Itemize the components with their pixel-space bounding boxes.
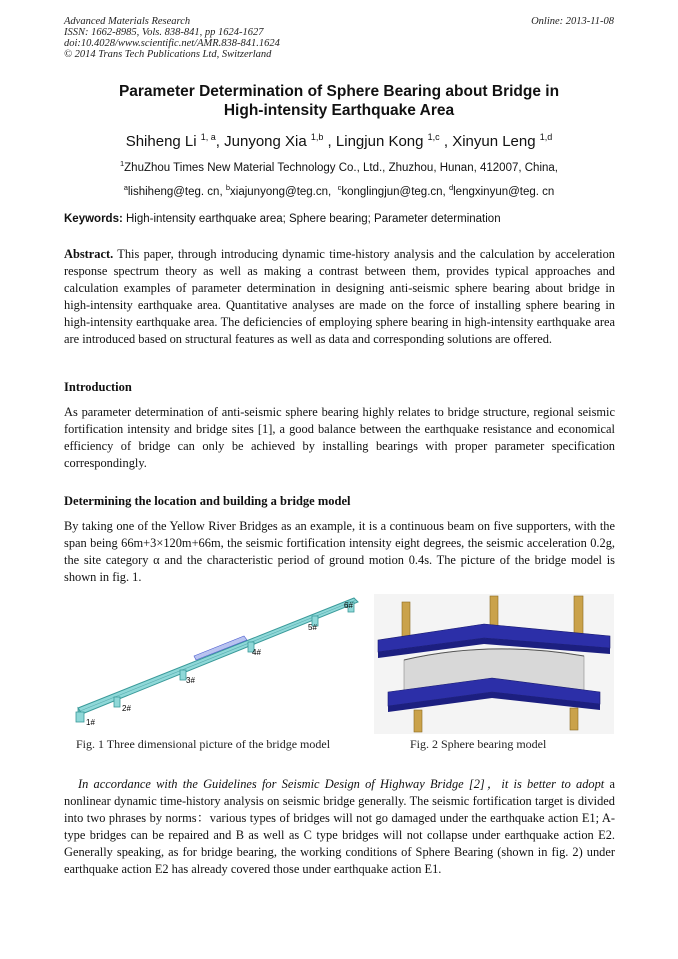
abstract-paragraph [64, 246, 615, 347]
bolt-icon [402, 602, 410, 638]
pier-label: 2# [122, 704, 131, 713]
bolt-icon [574, 596, 583, 636]
figure-1-bridge-model [64, 590, 364, 730]
pier-label: 5# [308, 623, 317, 632]
email-sup: b [225, 182, 231, 192]
body-text: a nonlinear dynamic time-history analysis on seismic bridge generally. The seismic fortification target is divided into two phrases by norms：various types of bridges will not go damaged under the earthquake action E1; A-type bridges can be repaired and B as well as C type bridges will not collapse under earthquake action E2. Generally speaking, as for bridge bearing, the working conditions of Sphere Bearing (shown in fig. 2) under earthquake action E2 has already covered those under earthquake action E1. [64, 777, 615, 876]
paper-title [60, 82, 618, 120]
pier-label: 1# [86, 718, 95, 727]
pier-label: 3# [186, 676, 195, 685]
keywords-line [64, 213, 616, 225]
email-sup: c [337, 182, 342, 192]
author-sup: 1,d [539, 132, 553, 142]
email-link[interactable]: konglingjun@teg.cn, [341, 185, 446, 198]
author-list: Shiheng Li $^{1, a}$, Junyong Xia $^{1,b}$ , Lingjun Kong $^{1,c}$ , Xinyun Leng $^{1,d}$ [125, 132, 553, 150]
section2-paragraph: By taking one of the Yellow River Bridges as an example, it is a continuous beam on five supporters, with the span being 66m+3×120m+66m, the seismic fortification intensity eight degrees, the seismic acceleration 0.2g, the site category α and the characteristic period of ground motion 0.4s. The picture of the bridge model is shown in fig. 1. [64, 519, 615, 584]
author-name: Junyong Xia [224, 133, 307, 150]
email-link[interactable]: lengxinyun@teg. cn [453, 185, 555, 198]
journal-name: Advanced Materials Research [64, 16, 191, 27]
body-paragraph [64, 776, 615, 877]
author-name: Shiheng Li [125, 133, 197, 150]
body-italic-text: In accordance with the Guidelines for Seismic Design of Highway Bridge [2]，it is better to adopt [78, 777, 605, 791]
pier-label: 4# [252, 648, 261, 657]
figure-1-caption: Fig. 1 Three dimensional picture of the bridge model [76, 737, 331, 751]
author-sup: 1,c [427, 132, 440, 142]
affiliation-block [60, 154, 618, 202]
bridge-deck [78, 598, 358, 714]
section2-heading: Determining the location and building a bridge model [64, 494, 351, 508]
title-line-1: Parameter Determination of Sphere Bearing about Bridge in [118, 83, 560, 100]
email-link[interactable]: xiajunyong@teg.cn, [230, 185, 332, 198]
pier-2 [114, 697, 120, 707]
email-list [60, 178, 618, 202]
author-sup: 1,b [310, 132, 324, 142]
affiliation-text: ZhuZhou Times New Material Technology Co., Ltd., Zhuzhou, Hunan, 412007, China, [124, 161, 558, 174]
author-name: Xinyun Leng [452, 133, 536, 150]
keywords-text: High-intensity earthquake area; Sphere bearing; Parameter determination [126, 213, 501, 225]
bolt-icon [570, 708, 578, 730]
pier-1 [76, 712, 84, 722]
issn-line: ISSN: 1662-8985, Vols. 838-841, pp 1624-1627 [64, 27, 264, 38]
keywords-label: Keywords: [64, 213, 123, 225]
abstract-text: This paper, through introducing dynamic time-history analysis and the calculation by acceleration response spectrum theory as well as making a contrast between them, provides typical approaches and calculation examples of parameter determination in designing anti-seismic sphere bearing about bridge in high-intensity earthquake area. Quantitative analyses are made on the force of installing sphere bearing in high-intensity earthquake area. The deficiencies of employing sphere bearing in high-intensity earthquake area are introduced based on structural features as well as data and corresponding solutions are offered. [64, 247, 615, 346]
email-sup: d [448, 182, 454, 192]
journal-header [64, 16, 280, 60]
abstract-label: Abstract. [64, 247, 114, 261]
title-line-2: High-intensity Earthquake Area [223, 102, 455, 119]
affiliation [60, 154, 618, 178]
bolt-icon [414, 710, 422, 732]
intro-heading: Introduction [64, 380, 132, 394]
figure-2-caption: Fig. 2 Sphere bearing model [410, 737, 547, 751]
doi-line: doi:10.4028/www.scientific.net/AMR.838-841.1624 [64, 38, 280, 49]
email-sup: a [123, 182, 128, 192]
figure-2-sphere-bearing [374, 594, 614, 734]
bridge-model-drawing [64, 590, 364, 730]
author-name: Lingjun Kong [335, 133, 424, 150]
intro-paragraph: As parameter determination of anti-seismic sphere bearing highly relates to bridge structure, regional seismic fortification intensity and bridge sites [1], a good balance between the earthquake resistance and economical efficiency of bridge can only be achieved by installing bearings with proper parameter specification correspondingly. [64, 405, 615, 470]
sphere-bearing-drawing [374, 594, 614, 734]
pier-label: 6# [344, 601, 353, 610]
email-link[interactable]: lishiheng@teg. cn, [127, 185, 223, 198]
author-sup: 1, a [200, 132, 216, 142]
online-date: Online: 2013-11-08 [531, 16, 614, 27]
copyright-line: © 2014 Trans Tech Publications Ltd, Switzerland [64, 49, 272, 60]
affiliation-sup: 1 [119, 159, 125, 168]
